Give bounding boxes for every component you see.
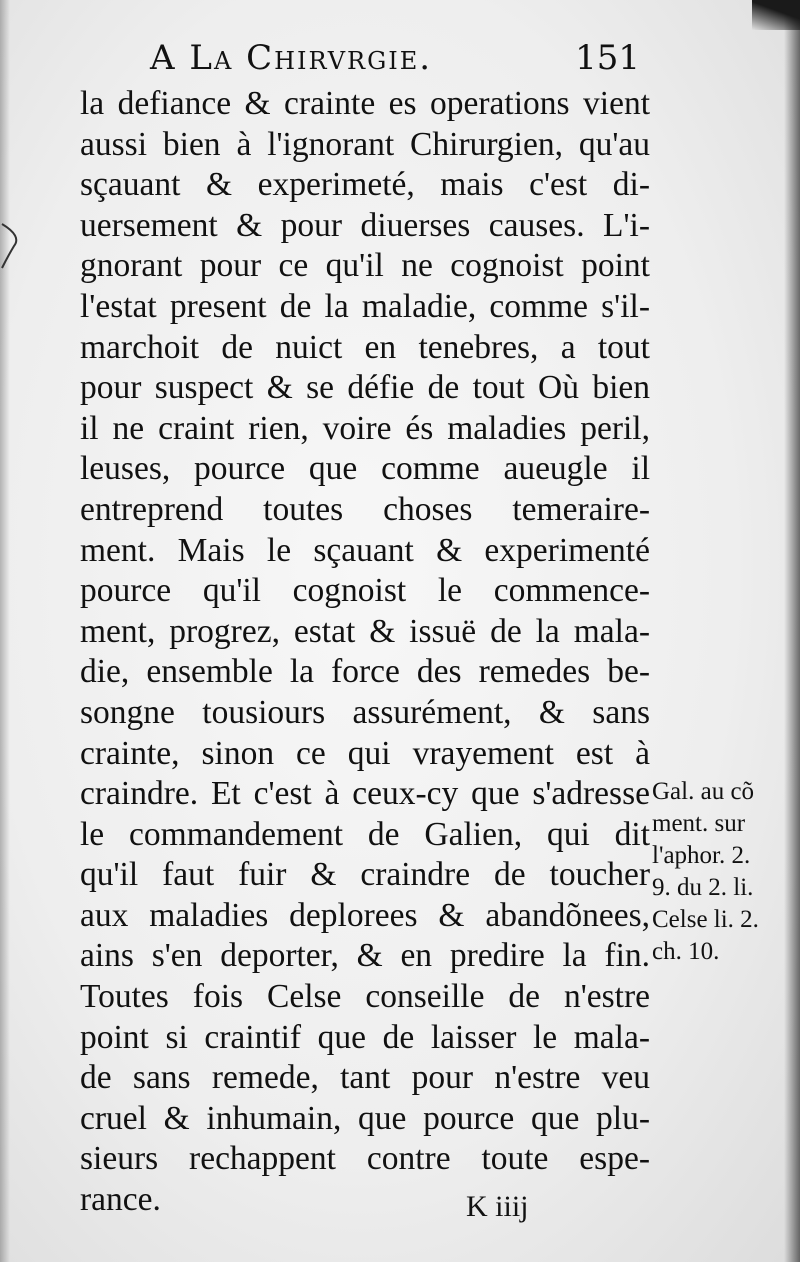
margin-note [652,776,794,968]
text-line: rance. [80,1181,161,1219]
text-line: entreprend toutes choses temeraire- [80,490,650,528]
text-line: marchoit de nuict en tenebres, a tout [80,328,650,366]
page-gutter-shadow [0,0,10,1262]
text-line: cruel & inhumain, que pource que plu- [80,1099,650,1137]
text-line: le commandement de Galien, qui dit [80,815,650,853]
margin-note-line: 9. du 2. li. [652,874,754,901]
body-text [80,84,650,1221]
text-line: aussi bien à l'ignorant Chirurgien, qu'au [80,125,650,163]
margin-note-line: Celse li. 2. [652,906,759,933]
text-line: Toutes fois Celse conseille de n'estre [80,978,650,1016]
text-line: point si craintif que de laisser le mala- [80,1018,650,1056]
text-line: sçauant & experimeté, mais c'est di- [80,166,650,204]
text-line: craindre. Et c'est à ceux-cy que s'adresse [80,775,650,813]
page-number: 151 [575,38,640,78]
page-header [150,38,650,88]
text-line: de sans remede, tant pour n'estre veu [80,1059,650,1097]
text-line: die, ensemble la force des remedes be- [80,653,650,691]
margin-note-line: l'aphor. 2. [652,842,751,869]
text-line: qu'il faut fuir & craindre de toucher [80,856,650,894]
text-line: songne tousiours assurément, & sans [80,693,650,731]
text-line: uersement & pour diuerses causes. L'i- [80,206,650,244]
text-line: il ne craint rien, voire és maladies peril, [80,409,650,447]
margin-note-line: ment. sur [652,810,746,837]
page-corner-shadow [752,0,800,30]
text-line: sieurs rechappent contre toute espe- [80,1140,650,1178]
text-line: gnorant pour ce qu'il ne cognoist point [80,247,650,285]
text-line: leuses, pource que comme aueugle il [80,450,650,488]
text-line: la defiance & crainte es operations vient [80,85,650,122]
text-line: ains s'en deporter, & en predire la fin. [80,937,650,975]
margin-note-line: Gal. au cõ [652,778,755,805]
text-line: crainte, sinon ce qui vrayement est à [80,734,650,772]
text-line: l'estat present de la maladie, comme s'il- [80,287,650,325]
signature-mark: K iiij [466,1190,529,1223]
text-line: aux maladies deplorees & abandõnees, [80,896,650,934]
page-edge-shadow [784,0,800,1262]
text-line: ment. Mais le sçauant & experimenté [80,531,650,569]
margin-bracket-mark [0,222,24,270]
margin-note-line: ch. 10. [652,938,720,965]
text-line: ment, progrez, estat & issuë de la mala- [80,612,650,650]
text-line: pour suspect & se défie de tout Où bien [80,369,650,407]
text-line: pource qu'il cognoist le commence- [80,572,650,610]
running-title: A La Chirvrgie. [150,38,433,78]
